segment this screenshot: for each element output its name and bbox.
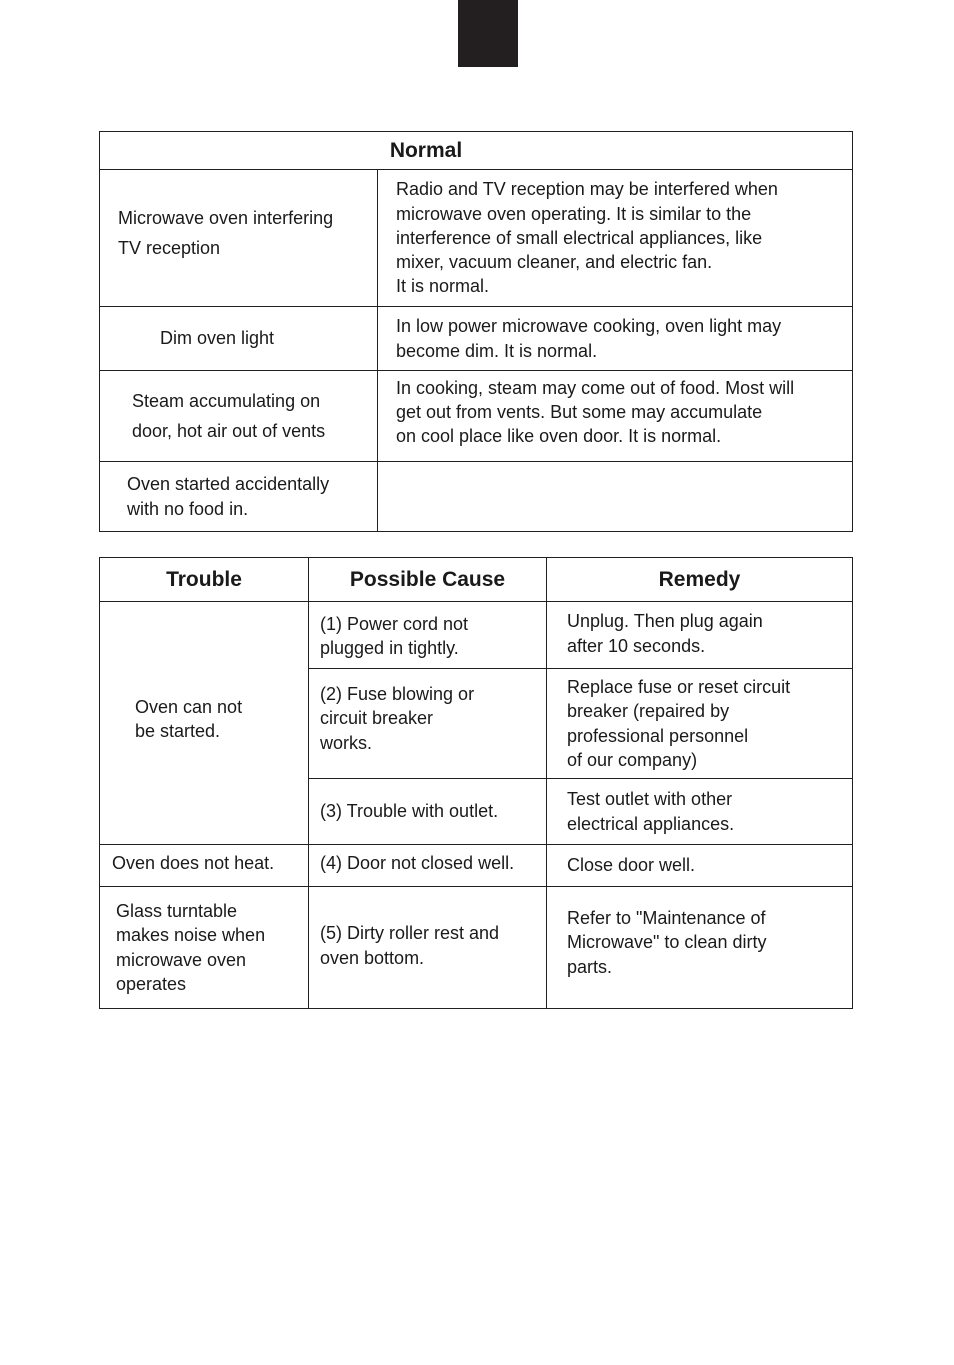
remedy-cell xyxy=(547,779,853,845)
table-row xyxy=(100,887,853,1009)
table-row xyxy=(100,307,853,371)
cause-cell xyxy=(309,669,547,779)
cause-text: (4) Door not closed well. xyxy=(320,853,515,874)
remedy-cell xyxy=(547,845,853,887)
remedy-text: Unplug. Then plug again after 10 seconds. xyxy=(567,611,763,656)
trouble-text: Oven does not heat. xyxy=(112,853,275,874)
explanation-cell xyxy=(378,462,853,532)
trouble-text: Oven can not be started. xyxy=(135,696,243,741)
remedy-text: Test outlet with other electrical appliances. xyxy=(567,789,735,834)
cause-header: Possible Cause xyxy=(309,558,547,602)
table-row xyxy=(100,170,853,307)
trouble-cell xyxy=(100,887,309,1009)
symptom-text: Microwave oven interfering TV reception xyxy=(118,208,334,258)
table-row xyxy=(100,371,853,462)
remedy-text: Close door well. xyxy=(567,855,696,876)
explanation-cell xyxy=(378,371,853,462)
language-tab xyxy=(458,0,518,67)
trouble-cell xyxy=(100,845,309,887)
remedy-text: Replace fuse or reset circuit breaker (repaired by professional personnel of our company) xyxy=(567,677,791,770)
trouble-table xyxy=(99,557,853,1009)
table-row xyxy=(100,462,853,532)
trouble-header: Trouble xyxy=(100,558,309,602)
symptom-text: Oven started accidentally with no food in. xyxy=(127,474,330,519)
explanation-cell xyxy=(378,307,853,371)
normal-header-row xyxy=(100,132,853,170)
normal-header-label: Normal xyxy=(389,138,463,162)
cause-text: (1) Power cord not plugged in tightly. xyxy=(320,613,469,658)
symptom-text: Dim oven light xyxy=(160,328,275,349)
symptom-cell xyxy=(100,371,378,462)
cause-text: (2) Fuse blowing or circuit breaker works. xyxy=(320,684,475,753)
cause-text: (5) Dirty roller rest and oven bottom. xyxy=(320,923,500,968)
trouble-header-row xyxy=(100,558,853,602)
normal-table xyxy=(99,131,853,532)
symptom-text: Steam accumulating on door, hot air out of vents xyxy=(132,391,326,441)
cause-cell xyxy=(309,779,547,845)
symptom-cell xyxy=(100,462,378,532)
explanation-text: Radio and TV reception may be interfered when microwave oven operating. It is similar to the interference of small electrical appliances, like mixer, vacuum cleaner, and electric fan. It is normal. xyxy=(396,179,778,297)
cause-cell xyxy=(309,845,547,887)
explanation-cell xyxy=(378,170,853,307)
table-row xyxy=(100,602,853,669)
remedy-cell xyxy=(547,887,853,1009)
cause-text: (3) Trouble with outlet. xyxy=(320,801,499,822)
table-row xyxy=(100,845,853,887)
remedy-header: Remedy xyxy=(547,558,853,602)
symptom-cell xyxy=(100,170,378,307)
explanation-text: In cooking, steam may come out of food. Most will get out from vents. But some may accumulate on cool place like oven door. It is normal. xyxy=(396,377,795,447)
trouble-cell xyxy=(100,602,309,845)
remedy-cell xyxy=(547,669,853,779)
normal-header xyxy=(100,132,853,170)
remedy-text: Refer to "Maintenance of Microwave" to clean dirty parts. xyxy=(567,908,767,977)
cause-cell xyxy=(309,887,547,1009)
remedy-cell xyxy=(547,602,853,669)
cause-cell xyxy=(309,602,547,669)
explanation-text: In low power microwave cooking, oven light may become dim. It is normal. xyxy=(396,316,782,361)
symptom-cell xyxy=(100,307,378,371)
trouble-text: Glass turntable makes noise when microwave oven operates xyxy=(116,901,266,994)
